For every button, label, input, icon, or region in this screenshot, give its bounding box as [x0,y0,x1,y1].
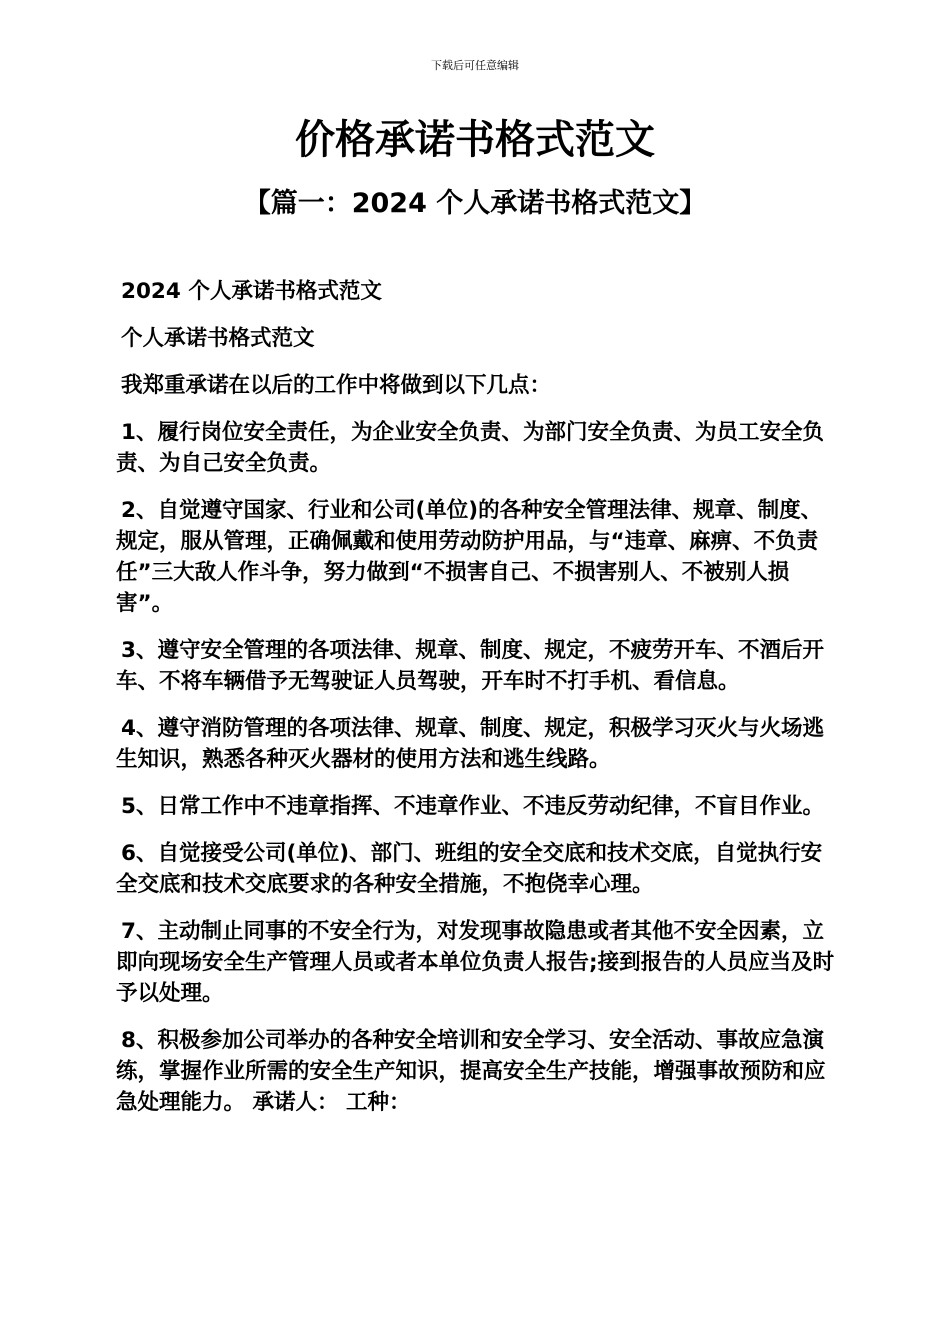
header-note: 下载后可任意编辑 [431,59,519,72]
subheading: 个人承诺书格式范文 [121,326,315,351]
list-item: 4、遵守消防管理的各项法律、规章、制度、规定，积极学习灭火与火场逃生知识，熟悉各种灭火器材的使用方法和逃生线路。 [116,716,824,772]
document-title: 价格承诺书格式范文 [295,117,655,163]
intro-line: 我郑重承诺在以后的工作中将做到以下几点： [121,373,552,398]
document-body [116,276,838,1134]
list-item: 7、主动制止同事的不安全行为，对发现事故隐患或者其他不安全因素，立即向现场安全生产管理人员或者本单位负责人报告;接到报告的人员应当及时予以处理。 [116,919,835,1006]
section-title: 【篇一：2024 个人承诺书格式范文】 [243,188,707,219]
list-item: 3、遵守安全管理的各项法律、规章、制度、规定，不疲劳开车、不酒后开车、不将车辆借予无驾驶证人员驾驶，开车时不打手机、看信息。 [116,638,824,694]
list-item: 6、自觉接受公司(单位)、部门、班组的安全交底和技术交底，自觉执行安全交底和技术交底要求的各种安全措施，不抱侥幸心理。 [116,841,823,897]
list-item: 5、日常工作中不违章指挥、不违章作业、不违反劳动纪律，不盲目作业。 [121,794,824,819]
subtitle-line: 2024 个人承诺书格式范文 [121,279,382,304]
list-item: 2、自觉遵守国家、行业和公司(单位)的各种安全管理法律、规章、制度、规定，服从管理，正确佩戴和使用劳动防护用品，与“违章、麻痹、不负责任”三大敌人作斗争，努力做到“不损害自己、不损害别人、不被别人损害”。 [116,498,823,616]
list-item: 1、履行岗位安全责任，为企业安全负责、为部门安全负责、为员工安全负责、为自己安全负责。 [116,420,824,476]
list-item: 8、积极参加公司举办的各种安全培训和安全学习、安全活动、事故应急演练，掌握作业所需的安全生产知识，提高安全生产技能，增强事故预防和应急处理能力。 承诺人： 工种： [116,1028,826,1115]
